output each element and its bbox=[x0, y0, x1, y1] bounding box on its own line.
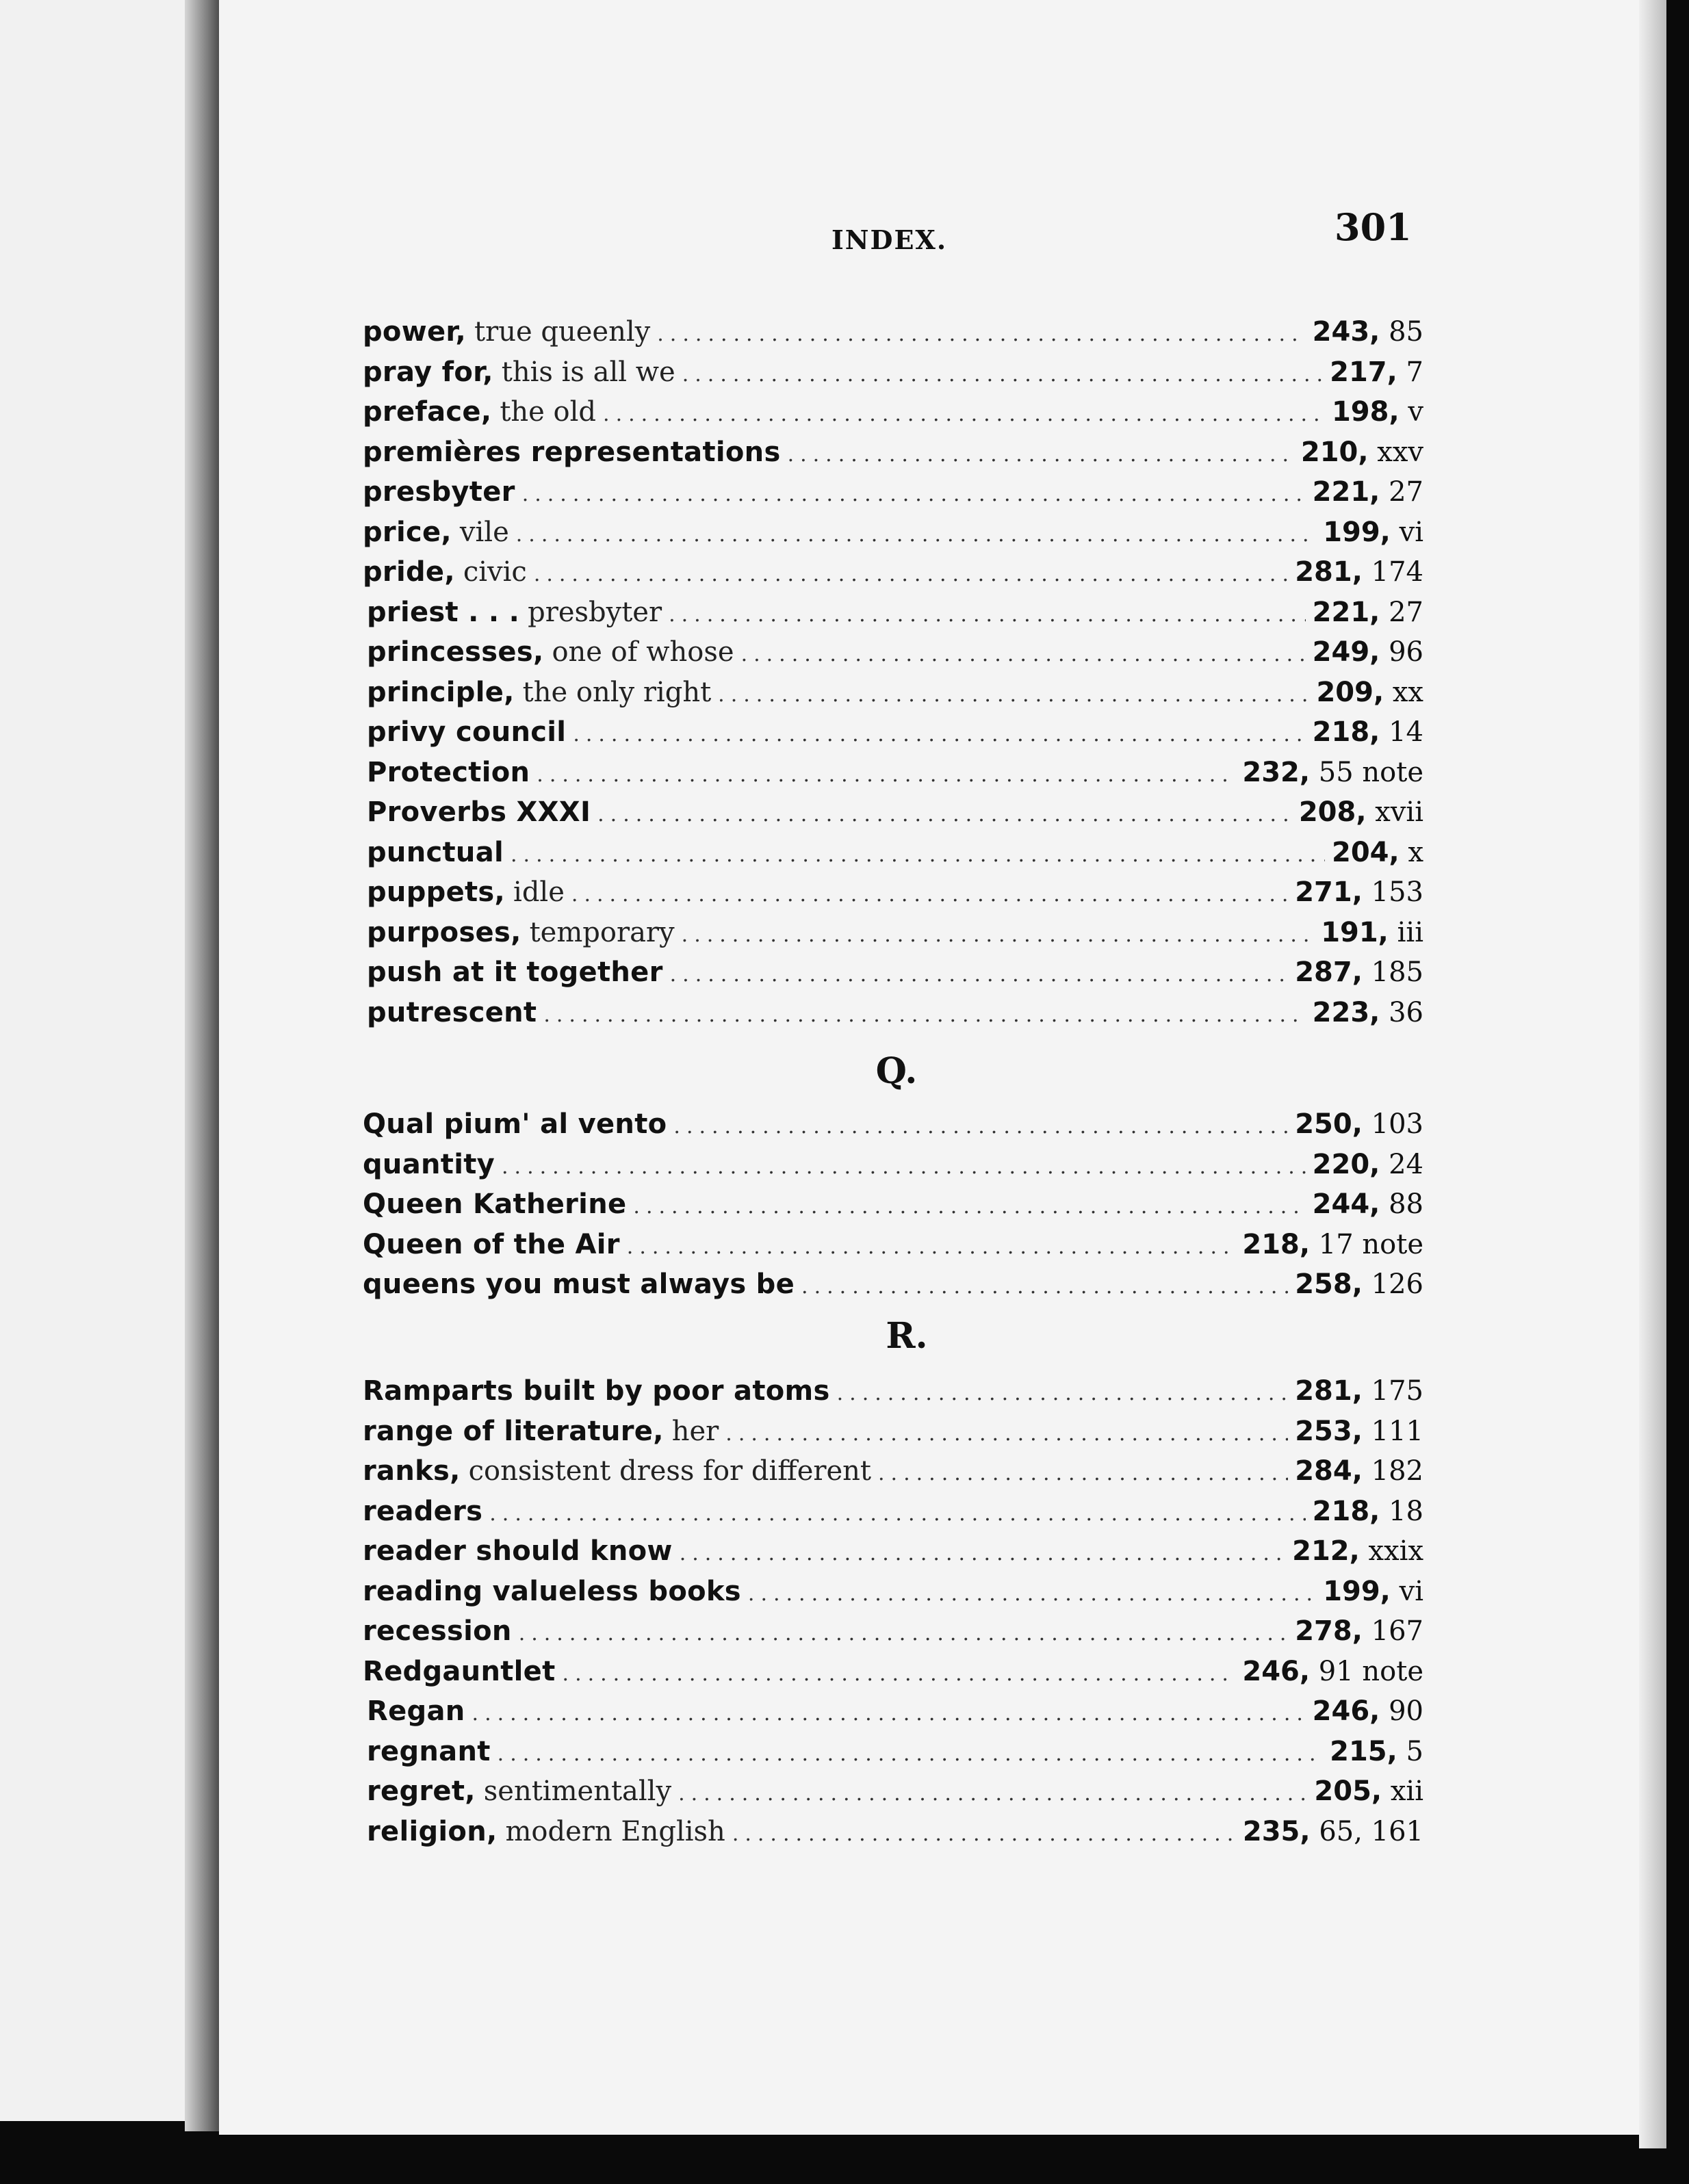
entry-subheading: civic bbox=[463, 556, 527, 588]
entry-secondary-page: vi bbox=[1399, 516, 1423, 548]
entry-secondary-page: 24 bbox=[1389, 1148, 1423, 1180]
index-entry bbox=[363, 437, 1423, 477]
entry-secondary-page: 103 bbox=[1371, 1108, 1423, 1140]
entry-subheading: sentimentally bbox=[483, 1776, 672, 1807]
index-entry bbox=[363, 1416, 1423, 1456]
entry-main-page: 246, bbox=[1242, 1655, 1311, 1687]
entry-heading: quantity bbox=[363, 1148, 495, 1180]
entry-secondary-page: 17 note bbox=[1318, 1228, 1423, 1260]
dot-leader bbox=[543, 1003, 1305, 1027]
index-entry bbox=[363, 997, 1423, 1037]
entry-secondary-page: 167 bbox=[1371, 1615, 1423, 1647]
index-entry bbox=[363, 837, 1423, 877]
dot-leader bbox=[669, 603, 1306, 627]
entry-secondary-page: xvii bbox=[1375, 796, 1423, 828]
dot-leader bbox=[748, 1582, 1316, 1606]
entry-heading: regret, bbox=[367, 1776, 476, 1807]
entry-main-page: 243, bbox=[1312, 316, 1380, 348]
entry-main-page: 284, bbox=[1295, 1455, 1363, 1487]
entry-main-page: 199, bbox=[1323, 1575, 1391, 1607]
entry-heading: queens you must always be bbox=[363, 1269, 795, 1300]
dot-leader bbox=[682, 923, 1315, 947]
entry-pages bbox=[1332, 837, 1423, 868]
entry-heading: putrescent bbox=[367, 996, 537, 1028]
entry-main-page: 278, bbox=[1295, 1615, 1363, 1647]
entry-main-page: 232, bbox=[1242, 756, 1311, 788]
entry-secondary-page: 14 bbox=[1389, 716, 1423, 748]
dot-leader bbox=[502, 1155, 1306, 1179]
dot-leader bbox=[633, 1195, 1305, 1219]
entry-heading: Proverbs XXXI bbox=[367, 796, 591, 828]
index-entry bbox=[363, 917, 1423, 957]
dot-leader bbox=[678, 1782, 1307, 1806]
entry-pages bbox=[1242, 757, 1423, 788]
entry-secondary-page: 88 bbox=[1389, 1188, 1423, 1220]
index-entry bbox=[363, 1535, 1423, 1576]
index-section-r bbox=[363, 1375, 1423, 1856]
entry-secondary-page: 7 bbox=[1406, 356, 1423, 388]
entry-main-page: 217, bbox=[1330, 356, 1397, 388]
index-entry bbox=[363, 757, 1423, 797]
entry-pages bbox=[1313, 1188, 1423, 1220]
page-number: 301 bbox=[1335, 205, 1412, 249]
index-entry bbox=[363, 1229, 1423, 1269]
entry-heading: reading valueless books bbox=[363, 1575, 741, 1607]
dot-leader bbox=[597, 803, 1292, 827]
entry-main-page: 204, bbox=[1332, 836, 1400, 868]
entry-heading: price, bbox=[363, 516, 452, 548]
entry-pages bbox=[1299, 796, 1423, 828]
entry-main-page: 281, bbox=[1295, 1375, 1363, 1407]
entry-pages bbox=[1330, 1736, 1423, 1767]
entry-pages bbox=[1313, 597, 1423, 628]
entry-heading: Regan bbox=[367, 1695, 465, 1727]
entry-secondary-page: xxix bbox=[1368, 1535, 1423, 1567]
dot-leader bbox=[673, 1115, 1288, 1139]
entry-secondary-page: 126 bbox=[1371, 1269, 1423, 1300]
entry-main-page: 250, bbox=[1295, 1108, 1363, 1140]
section-letter-r: R. bbox=[886, 1315, 928, 1357]
entry-heading: puppets, bbox=[367, 876, 506, 908]
entry-secondary-page: 27 bbox=[1389, 476, 1423, 508]
entry-pages bbox=[1295, 957, 1423, 988]
entry-heading: pride, bbox=[363, 556, 455, 588]
entry-pages bbox=[1295, 556, 1423, 588]
entry-main-page: 246, bbox=[1312, 1695, 1380, 1727]
dot-leader bbox=[725, 1422, 1288, 1446]
entry-secondary-page: 96 bbox=[1389, 636, 1423, 668]
entry-subheading: her bbox=[671, 1415, 719, 1447]
page-edge bbox=[1639, 0, 1666, 2148]
entry-pages bbox=[1295, 1108, 1423, 1140]
entry-main-page: 249, bbox=[1312, 636, 1380, 668]
dot-leader bbox=[571, 883, 1288, 907]
entry-main-page: 221, bbox=[1312, 596, 1380, 628]
entry-pages bbox=[1316, 677, 1423, 708]
entry-subheading: one of whose bbox=[552, 636, 734, 668]
dot-leader bbox=[680, 1542, 1285, 1565]
entry-secondary-page: 90 bbox=[1389, 1695, 1423, 1727]
dot-leader bbox=[837, 1381, 1289, 1405]
entry-heading: range of literature, bbox=[363, 1415, 664, 1447]
dot-leader bbox=[670, 963, 1289, 987]
entry-pages bbox=[1242, 1656, 1423, 1687]
dot-leader bbox=[563, 1662, 1236, 1686]
index-entry bbox=[363, 1149, 1423, 1189]
entry-heading: Redgauntlet bbox=[363, 1655, 556, 1687]
index-entry bbox=[363, 517, 1423, 557]
dot-leader bbox=[573, 723, 1305, 746]
entry-pages bbox=[1295, 1455, 1423, 1487]
dot-leader bbox=[657, 322, 1305, 346]
entry-subheading: this is all we bbox=[501, 356, 675, 388]
entry-secondary-page: iii bbox=[1397, 916, 1423, 948]
entry-heading: Queen Katherine bbox=[363, 1188, 627, 1220]
dot-leader bbox=[537, 763, 1235, 787]
entry-heading: pray for, bbox=[363, 356, 493, 388]
entry-secondary-page: xii bbox=[1390, 1776, 1423, 1807]
dot-leader bbox=[732, 1822, 1236, 1846]
dot-leader bbox=[801, 1275, 1288, 1299]
entry-heading: Ramparts built by poor atoms bbox=[363, 1375, 830, 1407]
dot-leader bbox=[741, 642, 1306, 666]
entry-heading: presbyter bbox=[363, 476, 515, 508]
entry-pages bbox=[1313, 1496, 1423, 1527]
index-entry bbox=[363, 1615, 1423, 1656]
dot-leader bbox=[682, 363, 1323, 387]
entry-main-page: 205, bbox=[1314, 1776, 1382, 1807]
entry-pages bbox=[1313, 316, 1423, 348]
entry-main-page: 215, bbox=[1330, 1735, 1397, 1767]
entry-heading: principle, bbox=[367, 676, 515, 708]
entry-secondary-page: 18 bbox=[1389, 1495, 1423, 1527]
index-section-p bbox=[363, 316, 1423, 1037]
entry-pages bbox=[1243, 1816, 1423, 1847]
entry-main-page: 210, bbox=[1300, 436, 1369, 468]
dot-leader bbox=[522, 482, 1306, 506]
index-entry bbox=[363, 1188, 1423, 1229]
entry-pages bbox=[1313, 1149, 1423, 1180]
index-entry bbox=[363, 1736, 1423, 1776]
entry-subheading: the only right bbox=[522, 676, 712, 708]
index-entry bbox=[363, 636, 1423, 677]
entry-secondary-page: 36 bbox=[1389, 996, 1423, 1028]
index-entry bbox=[363, 1455, 1423, 1496]
index-entry bbox=[363, 796, 1423, 837]
entry-secondary-page: 5 bbox=[1406, 1735, 1423, 1767]
entry-heading: princesses, bbox=[367, 636, 544, 668]
dot-leader bbox=[489, 1502, 1305, 1526]
entry-pages bbox=[1314, 1776, 1423, 1807]
dot-leader bbox=[472, 1702, 1306, 1726]
entry-heading: priest . . . bbox=[367, 596, 520, 628]
entry-heading: recession bbox=[363, 1615, 512, 1647]
index-entry bbox=[363, 356, 1423, 397]
index-entry bbox=[363, 476, 1423, 517]
entry-heading: punctual bbox=[367, 836, 504, 868]
entry-secondary-page: xx bbox=[1392, 676, 1423, 708]
entry-pages bbox=[1313, 716, 1423, 748]
index-entry bbox=[363, 1576, 1423, 1616]
entry-heading: purposes, bbox=[367, 916, 521, 948]
entry-secondary-page: 175 bbox=[1371, 1375, 1423, 1407]
entry-main-page: 271, bbox=[1295, 876, 1363, 908]
entry-pages bbox=[1313, 476, 1423, 508]
entry-main-page: 212, bbox=[1292, 1535, 1360, 1567]
entry-main-page: 218, bbox=[1242, 1228, 1311, 1260]
running-head: INDEX. bbox=[831, 224, 948, 255]
entry-heading: readers bbox=[363, 1495, 483, 1527]
entry-secondary-page: 185 bbox=[1371, 957, 1423, 988]
index-entry bbox=[363, 1816, 1423, 1856]
entry-secondary-page: vi bbox=[1399, 1575, 1423, 1607]
entry-pages bbox=[1295, 1269, 1423, 1300]
index-entry bbox=[363, 876, 1423, 917]
entry-subheading: modern English bbox=[505, 1815, 725, 1847]
index-entry bbox=[363, 1656, 1423, 1696]
entry-pages bbox=[1313, 997, 1423, 1028]
dot-leader bbox=[498, 1742, 1323, 1766]
entry-main-page: 253, bbox=[1295, 1415, 1363, 1447]
entry-main-page: 198, bbox=[1331, 396, 1400, 428]
dot-leader bbox=[519, 1622, 1289, 1646]
index-entry bbox=[363, 597, 1423, 637]
index-entry bbox=[363, 1496, 1423, 1536]
entry-heading: reader should know bbox=[363, 1535, 673, 1567]
entry-heading: push at it together bbox=[367, 957, 663, 988]
entry-secondary-page: v bbox=[1408, 396, 1423, 428]
index-entry bbox=[363, 396, 1423, 437]
entry-main-page: 208, bbox=[1298, 796, 1367, 828]
entry-subheading: the old bbox=[500, 396, 597, 428]
entry-heading: power, bbox=[363, 316, 467, 348]
entry-heading: religion, bbox=[367, 1815, 498, 1847]
index-entry bbox=[363, 1108, 1423, 1149]
entry-heading: Protection bbox=[367, 756, 530, 788]
entry-pages bbox=[1301, 437, 1423, 468]
dot-leader bbox=[603, 402, 1325, 426]
entry-secondary-page: 153 bbox=[1371, 876, 1423, 908]
entry-secondary-page: xxv bbox=[1377, 436, 1423, 468]
index-entry bbox=[363, 316, 1423, 356]
entry-pages bbox=[1295, 1615, 1423, 1647]
index-entry bbox=[363, 957, 1423, 997]
entry-secondary-page: 182 bbox=[1371, 1455, 1423, 1487]
entry-main-page: 191, bbox=[1321, 916, 1389, 948]
index-entry bbox=[363, 1375, 1423, 1416]
index-section-q bbox=[363, 1108, 1423, 1309]
entry-heading: regnant bbox=[367, 1735, 491, 1767]
entry-heading: privy council bbox=[367, 716, 567, 748]
entry-secondary-page: 85 bbox=[1389, 316, 1423, 348]
entry-pages bbox=[1295, 1416, 1423, 1447]
entry-pages bbox=[1242, 1229, 1423, 1260]
entry-pages bbox=[1313, 636, 1423, 668]
entry-subheading: temporary bbox=[529, 916, 675, 948]
entry-secondary-page: 174 bbox=[1371, 556, 1423, 588]
index-entry bbox=[363, 677, 1423, 717]
entry-pages bbox=[1295, 876, 1423, 908]
entry-main-page: 258, bbox=[1295, 1269, 1363, 1300]
entry-heading: ranks, bbox=[363, 1455, 461, 1487]
entry-pages bbox=[1330, 356, 1423, 388]
entry-main-page: 244, bbox=[1312, 1188, 1380, 1220]
entry-main-page: 221, bbox=[1312, 476, 1380, 508]
entry-pages bbox=[1295, 1375, 1423, 1407]
entry-pages bbox=[1332, 396, 1423, 428]
index-entry bbox=[363, 1776, 1423, 1816]
index-entry bbox=[363, 556, 1423, 597]
entry-secondary-page: 111 bbox=[1371, 1415, 1423, 1447]
entry-main-page: 220, bbox=[1312, 1148, 1380, 1180]
dot-leader bbox=[788, 443, 1294, 467]
entry-pages bbox=[1313, 1695, 1423, 1727]
entry-subheading: consistent dress for different bbox=[468, 1455, 872, 1487]
entry-subheading: presbyter bbox=[528, 596, 662, 628]
entry-secondary-page: 91 note bbox=[1318, 1655, 1423, 1687]
dot-leader bbox=[627, 1235, 1236, 1259]
entry-main-page: 209, bbox=[1316, 676, 1384, 708]
dot-leader bbox=[534, 562, 1288, 586]
dot-leader bbox=[511, 843, 1325, 867]
entry-main-page: 199, bbox=[1323, 516, 1391, 548]
index-entry bbox=[363, 716, 1423, 757]
entry-main-page: 218, bbox=[1312, 716, 1380, 748]
index-entry bbox=[363, 1695, 1423, 1736]
entry-pages bbox=[1321, 917, 1423, 948]
entry-heading: Queen of the Air bbox=[363, 1228, 620, 1260]
entry-subheading: true queenly bbox=[474, 316, 651, 348]
entry-secondary-page: x bbox=[1408, 836, 1423, 868]
entry-main-page: 281, bbox=[1295, 556, 1363, 588]
index-entry bbox=[363, 1269, 1423, 1309]
dot-leader bbox=[878, 1461, 1288, 1485]
dot-leader bbox=[718, 683, 1309, 707]
entry-secondary-page: 65, 161 bbox=[1319, 1815, 1423, 1847]
entry-main-page: 235, bbox=[1242, 1815, 1311, 1847]
entry-main-page: 223, bbox=[1312, 996, 1380, 1028]
entry-heading: preface, bbox=[363, 396, 492, 428]
entry-subheading: vile bbox=[459, 516, 509, 548]
entry-pages bbox=[1323, 1576, 1423, 1607]
entry-pages bbox=[1292, 1535, 1423, 1567]
entry-pages bbox=[1323, 517, 1423, 548]
entry-heading: Qual pium' al vento bbox=[363, 1108, 667, 1140]
dot-leader bbox=[516, 523, 1316, 547]
entry-subheading: idle bbox=[513, 876, 565, 908]
entry-main-page: 218, bbox=[1312, 1495, 1380, 1527]
entry-secondary-page: 55 note bbox=[1318, 756, 1423, 788]
entry-main-page: 287, bbox=[1295, 957, 1363, 988]
section-letter-q: Q. bbox=[875, 1050, 918, 1092]
facing-page bbox=[0, 0, 205, 2121]
entry-secondary-page: 27 bbox=[1389, 596, 1423, 628]
entry-heading: premières representations bbox=[363, 436, 781, 468]
